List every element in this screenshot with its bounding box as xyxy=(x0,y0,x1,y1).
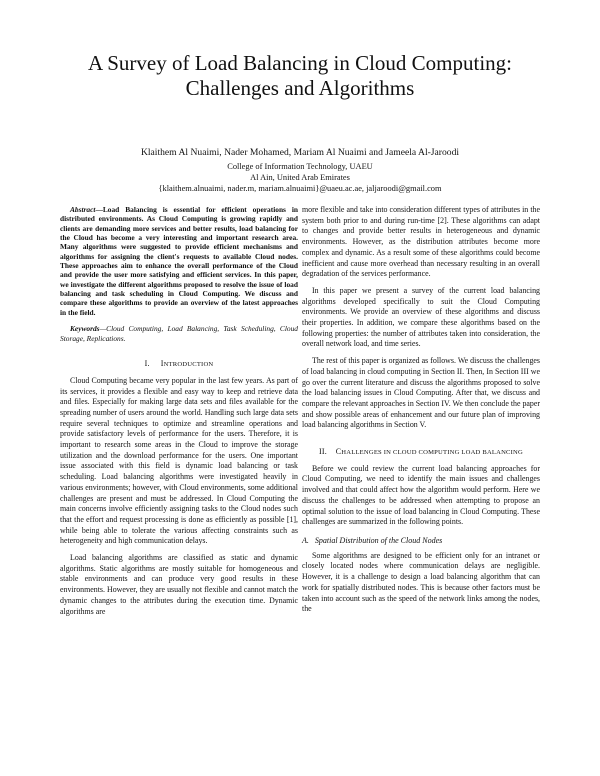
keywords-label: Keywords xyxy=(70,324,100,334)
right-column xyxy=(302,205,540,615)
section-number: II. xyxy=(319,447,327,457)
affiliation-college: College of Information Technology, UAEU xyxy=(227,162,373,171)
title-line-2: Challenges and Algorithms xyxy=(185,76,415,100)
section-title-cap: I xyxy=(160,359,164,369)
section-number: I. xyxy=(144,359,150,369)
title-line-1: A Survey of Load Balancing in Cloud Computing: xyxy=(87,51,513,75)
paper-title xyxy=(40,51,560,101)
section-title-rest: NTRODUCTION xyxy=(163,361,214,369)
challenges-paragraph: Before we could review the current load balancing approaches for Cloud Computing, we need to identify the main issues and challenges involved and that could affect how the algorithm would perform. Here we discuss the challenges to be addressed when attempting to propose an optimal solution to the issue of load balancing in Cloud Computing. These challenges are summarized in the following points. xyxy=(302,463,540,527)
affiliation-location: Al Ain, United Arab Emirates xyxy=(250,172,350,182)
intro-paragraph-1: Cloud Computing became very popular in the last few years. As part of its services, it provides a flexible and easy way to keep and retrieve data and files. Especially for making large data sets and files available for the spreading number of users around the world. Handling such large data sets require several techniques to optimize and streamline operations and provide satisfactory levels of performance for the users. Therefore, it is important to research some areas in the Cloud to improve the storage utilization and the download performance for the users. One important issue associated with this field is dynamic load balancing or task scheduling. Load balancing algorithms were investigated heavily in various environments; however, with Cloud environments, some additional challenges are present and must be addressed. In Cloud Computing the main concerns involve efficiently assigning tasks to the Cloud nodes such that the effort and request processing is done as efficiently as possible [1], while being able to tolerate the various affecting constraints such as heterogeneity and high communication delays. xyxy=(60,375,298,546)
affiliation-block xyxy=(40,162,560,194)
keywords xyxy=(60,324,298,343)
affiliation-emails: {klaithem.alnuaimi, nader.m, mariam.alnuaimi}@uaeu.ac.ae, jaljaroodi@gmail.com xyxy=(158,183,442,193)
organization-paragraph: The rest of this paper is organized as follows. We discuss the challenges of load balancing in cloud computing in Section II. Then, In Section III we go over the current literature and discuss the algorithms proposed to solve the load balancing issues in Cloud Computing. After that, we discuss and compare the relevant approaches in Section IV. We then conclude the paper and show possible areas of enhancement and our future plan of improving load balancing algorithms in Section V. xyxy=(302,356,540,430)
author-list: Klaithem Al Nuaimi, Nader Mohamed, Mariam Al Nuaimi and Jameela Al-Jaroodi xyxy=(140,147,460,158)
subsection-label: A. xyxy=(302,535,309,545)
left-column xyxy=(60,205,298,617)
section-heading-introduction xyxy=(60,359,298,371)
subsection-title: Spatial Distribution of the Cloud Nodes xyxy=(314,535,443,545)
section-heading-challenges xyxy=(302,447,540,459)
abstract xyxy=(60,205,298,317)
abstract-label: Abstract xyxy=(70,205,96,214)
abstract-text: —Load Balancing is essential for efficient operations in distributed environments. As Cloud Computing is growing rapidly and clients are demanding more services and better results, load balancing for the Cloud has become a very interesting and important research area. Many algorithms were suggested to provide efficient mechanisms and algorithms for assigning the client's requests to available Cloud nodes. These approaches aim to enhance the overall performance of the Cloud and provide the user more satisfying and efficient services. In this paper, we investigate the different algorithms proposed to resolve the issue of load balancing and task scheduling in Cloud Computing. We discuss and compare these algorithms to provide an overview of the latest approaches in the field. xyxy=(60,205,298,317)
survey-overview-paragraph: In this paper we present a survey of the current load balancing algorithms developed specifically to suit the Cloud Computing environments. We provide an overview of these algorithms and discuss their properties. In addition, we compare these algorithms based on the following properties: the number of attributes taken into consideration, the overall network load, and time series. xyxy=(302,285,540,349)
spatial-paragraph: Some algorithms are designed to be efficient only for an intranet or closely located nodes where communication delays are negligible. However, it is a challenge to design a load balancing algorithm that can work for spatially distributed nodes. This is because other factors must be taken into account such as the speed of the network links among the nodes, the xyxy=(302,550,540,614)
intro-paragraph-2: Load balancing algorithms are classified as static and dynamic algorithms. Static algorithms are mostly suitable for homogeneous and stable environments and can produce very good results in these environments. However, they are usually not flexible and cannot match the dynamic changes to the attributes during the execution time. Dynamic algorithms are xyxy=(60,553,298,616)
section-title-rest: HALLENGES IN CLOUD COMPUTING LOAD BALANCING xyxy=(341,449,523,457)
continued-paragraph: more flexible and take into consideration different types of attributes in the system both prior to and during run-time [2]. These algorithms can adapt to changes and provide better results in heterogeneous and dynamic environments. However, as the distribution attributes become more complex and dynamic. As a result some of these algorithms could become inefficient and cause more overhead than necessary resulting in an overall degradation of the services performance. xyxy=(302,205,540,279)
keywords-text: —Cloud Computing, Load Balancing, Task Scheduling, Cloud Storage, Replications. xyxy=(60,324,298,343)
subsection-heading-spatial xyxy=(302,536,540,547)
section-title-cap: C xyxy=(335,447,342,457)
